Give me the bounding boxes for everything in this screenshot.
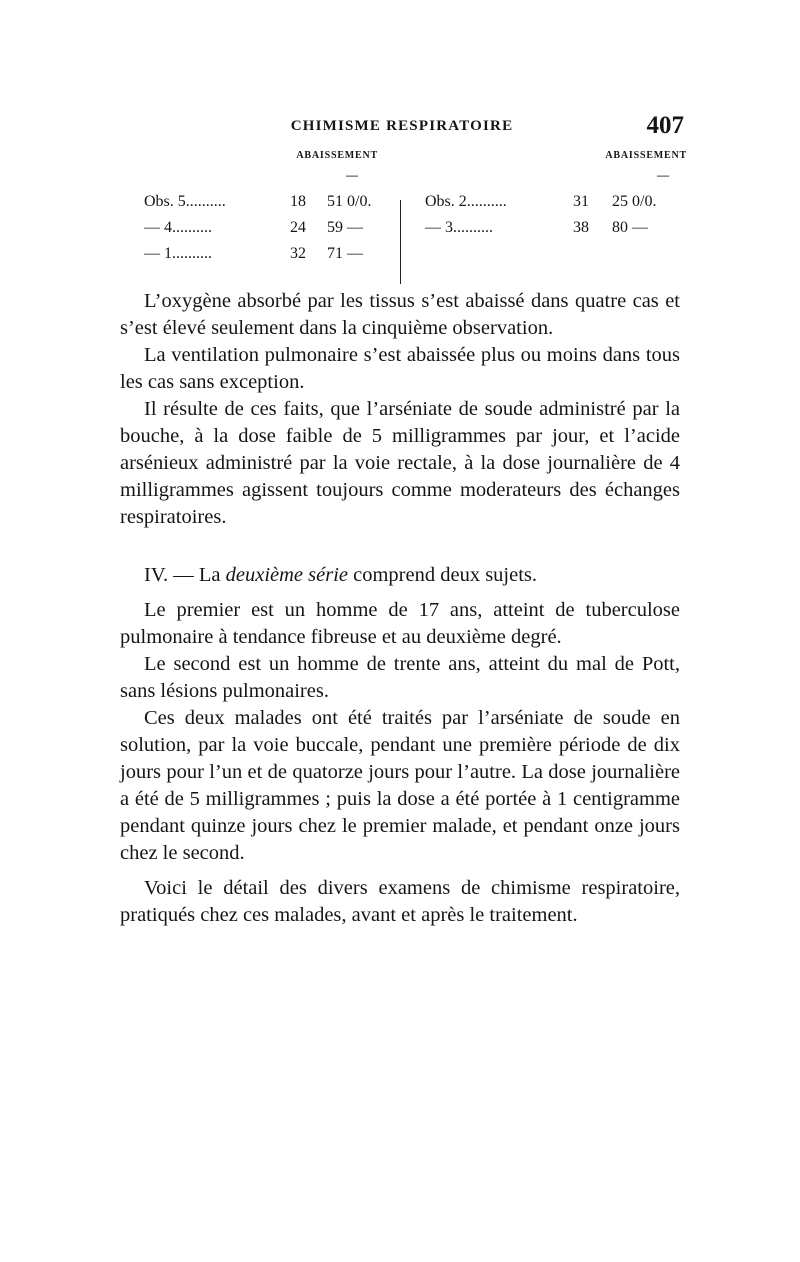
column-header: ABAISSEMENT [296,150,378,161]
row-percent: 51 0/0. [327,193,372,210]
paragraph: L’oxygène absorbé par les tissus s’est abaissé dans quatre cas et s’est élevé seulement dans la cinquième observation. [120,290,680,339]
table-column-right [425,150,687,241]
results-table [120,150,687,270]
row-percent: 59 — [327,219,363,236]
row-value: 24 [290,219,306,236]
column-divider [400,200,401,284]
body-text [120,288,680,929]
paragraph: Il résulte de ces faits, que l’arséniate de soude administré par la bouche, à la dose faible de 5 milligrammes par jour, et l’acide arsénieux administré par la voie rectale, à la dose journalière de 4 milligrammes agissent toujours comme moderateurs des échanges respiratoires. [120,398,680,528]
row-label: — 1.......... [144,245,212,262]
row-percent: 71 — [327,245,363,262]
table-row [144,189,400,215]
column-header: ABAISSEMENT [605,150,687,161]
row-label: — 3.......... [425,219,493,236]
page-header [120,112,684,142]
paragraph: Ces deux malades ont été traités par l’arséniate de soude en solution, par la voie buccale, pendant une première période de dix jours pour l’un et de quatorze jours pour l’autre. La dose journalière a été de 5 milligrammes ; puis la dose a été portée à 1 centigramme pendant quinze jours chez le premier malade, et pendant onze jours chez le second. [120,707,680,864]
row-value: 38 [573,219,589,236]
section-number: IV. — La [144,564,226,586]
table-row [425,189,687,215]
paragraph-text: comprend deux sujets. [348,564,538,586]
row-label: Obs. 5.......... [144,193,226,210]
row-label: — 4.......... [144,219,212,236]
page-number: 407 [646,112,684,139]
table-row [425,215,687,241]
column-dash: — [657,168,669,182]
row-value: 18 [290,193,306,210]
row-label: Obs. 2.......... [425,193,507,210]
table-column-left [144,150,400,267]
emphasized-text: deuxième série [225,564,348,586]
table-row [144,241,400,267]
paragraph: Le second est un homme de trente ans, atteint du mal de Pott, sans lésions pulmonaires. [120,653,680,702]
paragraph: Voici le détail des divers examens de chimisme respiratoire, pratiqués chez ces malades, avant et après le traitement. [120,877,680,926]
section-paragraph [120,562,680,589]
paragraph: La ventilation pulmonaire s’est abaissée plus ou moins dans tous les cas sans exception. [120,344,680,393]
paragraph: Le premier est un homme de 17 ans, atteint de tuberculose pulmonaire à tendance fibreuse et au deuxième degré. [120,599,680,648]
row-value: 32 [290,245,306,262]
row-percent: 25 0/0. [612,193,657,210]
row-percent: 80 — [612,219,648,236]
column-dash: — [346,168,358,182]
row-value: 31 [573,193,589,210]
running-title: CHIMISME RESPIRATOIRE [290,118,514,134]
table-row [144,215,400,241]
